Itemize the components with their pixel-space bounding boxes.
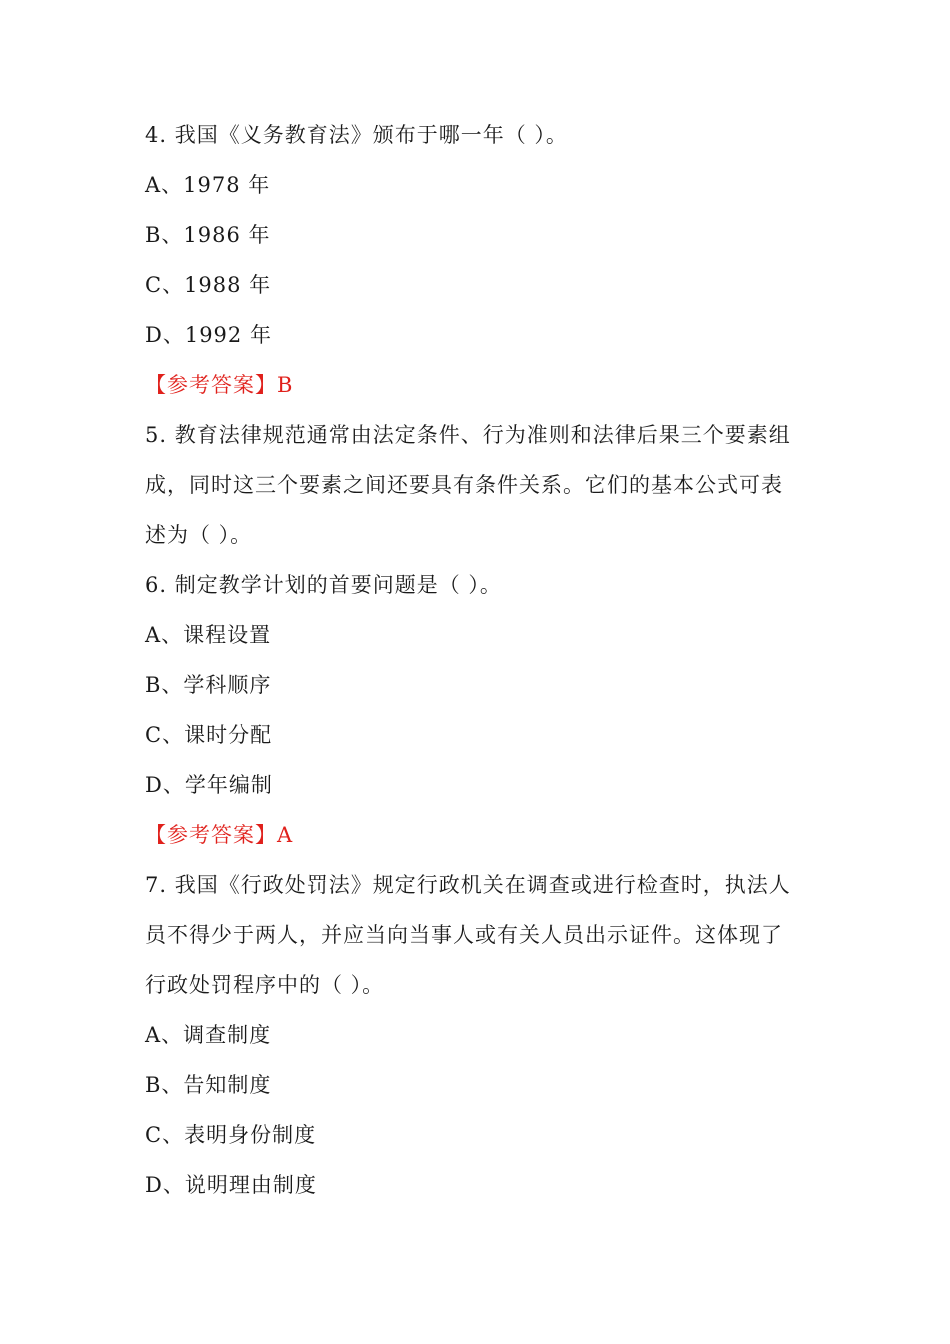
question-7 [145, 860, 815, 1210]
question-4-option-a: A、1978 年 [145, 173, 271, 197]
question-4-option-d: D、1992 年 [145, 323, 272, 347]
question-7-option-c: C、表明身份制度 [145, 1123, 317, 1147]
question-4-option-b: B、1986 年 [145, 223, 271, 247]
document-page [145, 110, 815, 1210]
question-7-stem-line-2: 员不得少于两人，并应当向当事人或有关人员出示证件。这体现了 [145, 923, 783, 947]
question-5-stem-line-2: 成，同时这三个要素之间还要具有条件关系。它们的基本公式可表 [145, 473, 783, 497]
question-7-option-d: D、说明理由制度 [145, 1173, 317, 1197]
question-4-option-c: C、1988 年 [145, 273, 272, 297]
question-6-option-d: D、学年编制 [145, 773, 273, 797]
question-6-option-a: A、课程设置 [145, 623, 272, 647]
question-5-stem-line-3: 述为（ ）。 [145, 523, 253, 547]
question-7-option-b: B、告知制度 [145, 1073, 272, 1097]
question-4-stem: 4. 我国《义务教育法》颁布于哪一年（ ）。 [145, 123, 568, 147]
question-4 [145, 110, 815, 410]
question-4-answer: 【参考答案】B [145, 373, 294, 397]
question-7-stem-line-3: 行政处罚程序中的（ ）。 [145, 973, 385, 997]
question-5 [145, 410, 815, 560]
question-6 [145, 560, 815, 860]
question-6-option-b: B、学科顺序 [145, 673, 272, 697]
question-7-option-a: A、调查制度 [145, 1023, 272, 1047]
question-6-stem: 6. 制定教学计划的首要问题是（ ）。 [145, 573, 502, 597]
question-6-answer: 【参考答案】A [145, 823, 294, 847]
question-5-stem-line-1: 5. 教育法律规范通常由法定条件、行为准则和法律后果三个要素组 [145, 423, 791, 447]
question-6-option-c: C、课时分配 [145, 723, 273, 747]
question-7-stem-line-1: 7. 我国《行政处罚法》规定行政机关在调查或进行检查时，执法人 [145, 873, 791, 897]
